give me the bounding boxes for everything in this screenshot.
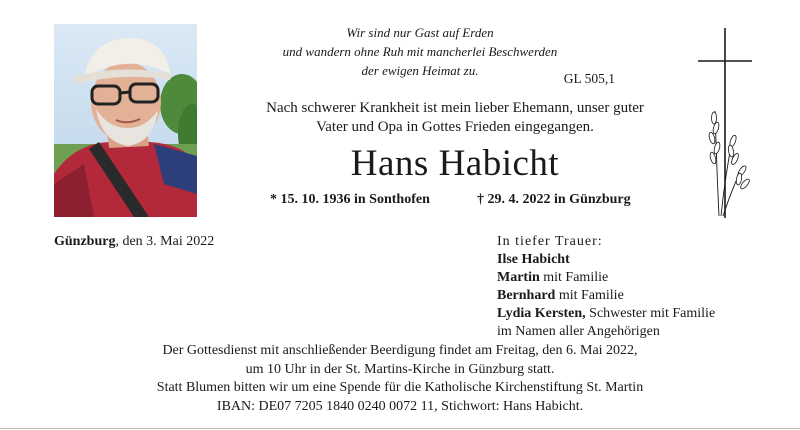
mourners-closing: im Namen aller Angehörigen — [497, 324, 660, 339]
date: , den 3. Mai 2022 — [115, 234, 215, 249]
quote-line: der ewigen Heimat zu. — [361, 63, 479, 78]
mourner-name: Lydia Kersten, — [497, 306, 586, 321]
intro-text — [215, 99, 695, 137]
footer-line: um 10 Uhr in der St. Martins-Kirche in Günzburg statt. — [245, 361, 555, 377]
portrait-photo — [54, 24, 197, 217]
place-date — [54, 234, 214, 250]
mourner-name: Bernhard — [497, 288, 556, 303]
cross-with-wheat-icon — [695, 26, 755, 221]
intro-line: Nach schwerer Krankheit ist mein lieber Ehemann, unser guter — [266, 100, 644, 116]
mourners-block — [497, 233, 715, 341]
mourners-heading: In tiefer Trauer: — [497, 234, 603, 249]
mourner-suffix: mit Familie — [555, 288, 624, 303]
mourner-entry — [497, 269, 715, 287]
service-details — [60, 342, 740, 416]
footer-line: Statt Blumen bitten wir um eine Spende für die Katholische Kirchenstiftung St. Martin — [156, 380, 644, 395]
mourner-suffix: Schwester mit Familie — [585, 306, 716, 321]
deceased-name: Hans Habicht — [350, 143, 560, 184]
quote-line: Wir sind nur Gast auf Erden — [346, 25, 494, 40]
mourner-entry — [497, 251, 715, 269]
intro-line: Vater und Opa in Gottes Frieden eingegangen. — [316, 119, 594, 135]
mourner-suffix: mit Familie — [539, 270, 609, 285]
footer-line: Der Gottesdienst mit anschließender Beerdigung findet am Freitag, den 6. Mai 2022, — [162, 343, 638, 358]
birth-date: * 15. 10. 1936 in Sonthofen — [270, 192, 430, 207]
quote-source: GL 505,1 — [563, 71, 615, 86]
place: Günzburg — [54, 234, 116, 249]
mourner-entry — [497, 287, 715, 305]
mourner-entry — [497, 305, 715, 323]
mourner-name: Martin — [497, 270, 540, 285]
mourner-name: Ilse Habicht — [497, 252, 570, 267]
quote-line: und wandern ohne Ruh mit mancherlei Beschwerden — [282, 44, 558, 59]
footer-line: IBAN: DE07 7205 1840 0240 0072 11, Stichwort: Hans Habicht. — [216, 398, 584, 414]
death-date: † 29. 4. 2022 in Günzburg — [477, 192, 631, 207]
